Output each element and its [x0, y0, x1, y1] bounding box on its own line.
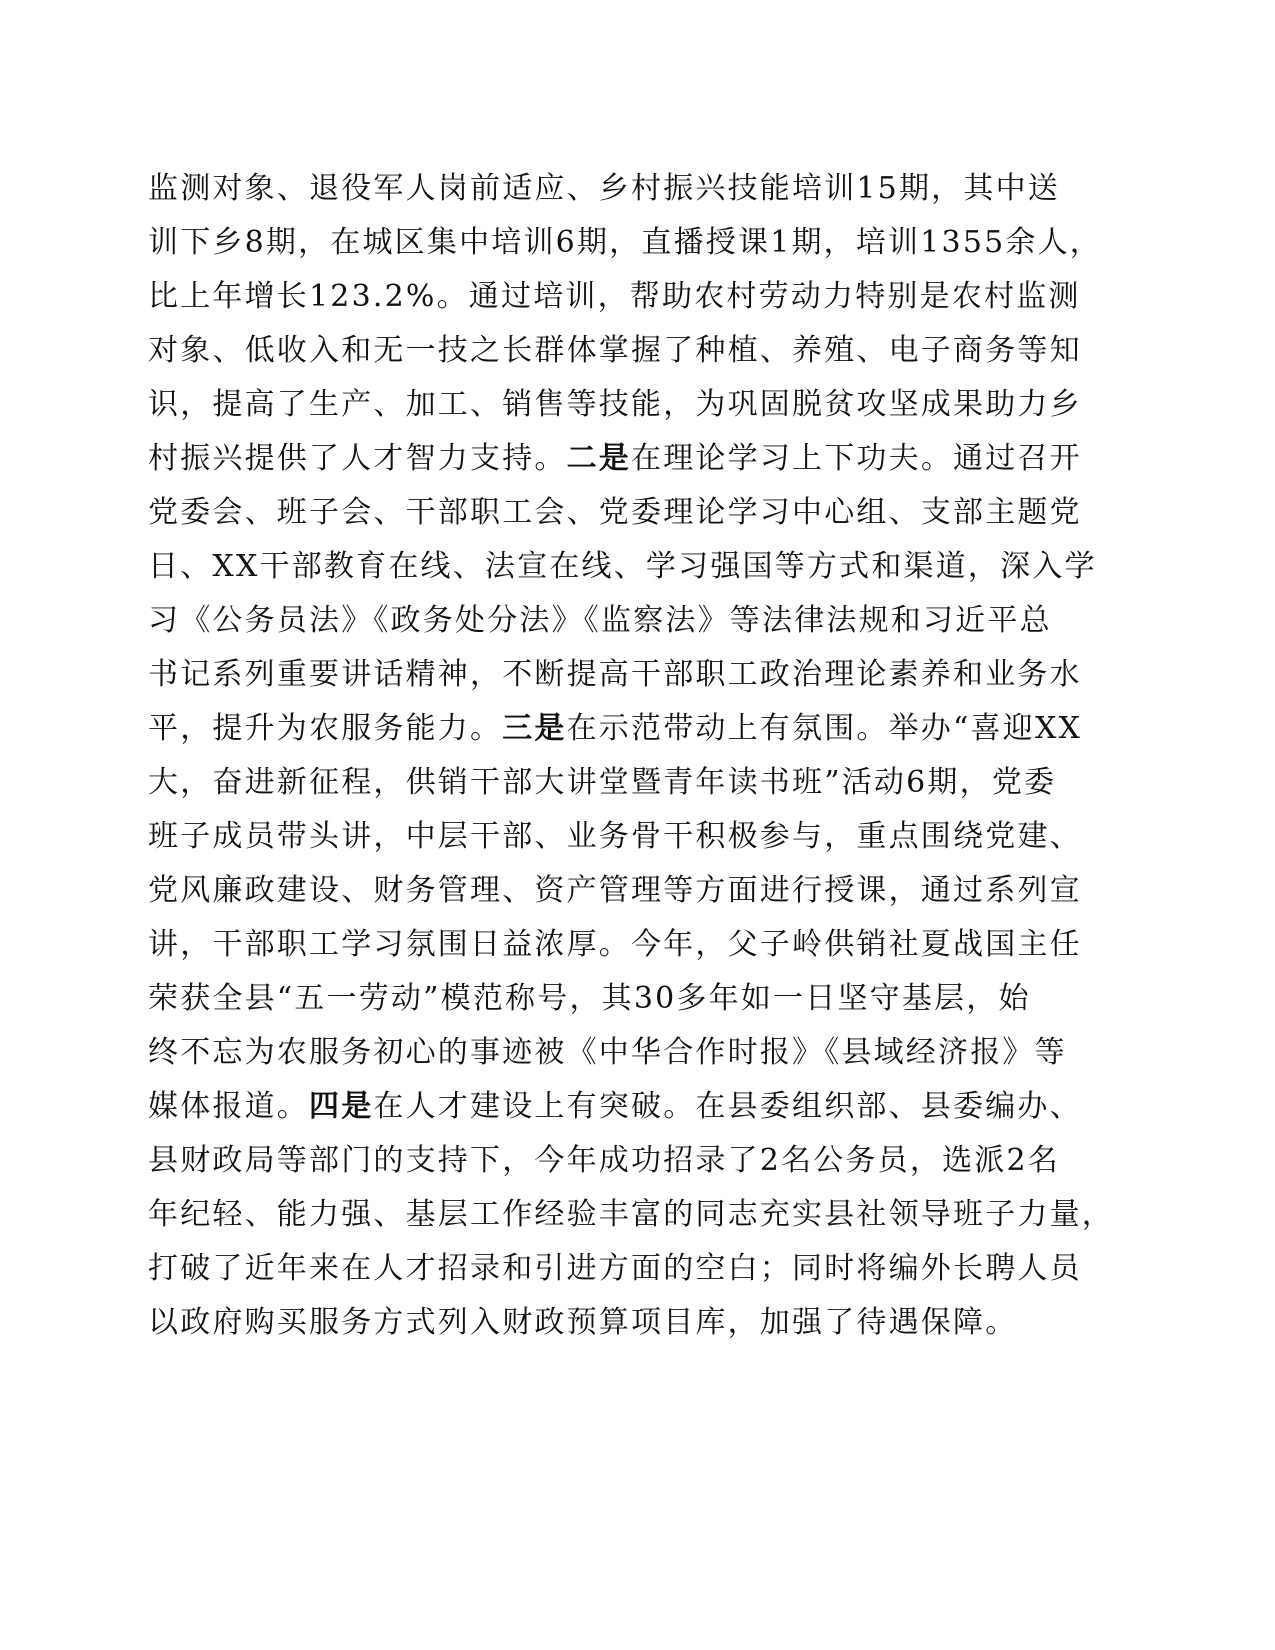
text-line	[148, 702, 1148, 756]
text-line	[148, 918, 1148, 972]
text-line	[148, 432, 1148, 486]
text-span: 村振兴提供了人才智力支持。	[148, 441, 567, 476]
text-span: 年纪轻、能力强、基层工作经验丰富的同志充实县社领导班子力量，	[148, 1197, 1114, 1232]
text-span: 班子成员带头讲，中层干部、业务骨干积极参与，重点围绕党建、	[148, 819, 1082, 854]
text-line	[148, 756, 1148, 810]
text-line	[148, 1188, 1148, 1242]
text-span: 在示范带动上有氛围。举办“喜迎XX	[566, 711, 1083, 746]
text-span: 在人才建设上有突破。在县委组织部、县委编办、	[373, 1089, 1082, 1124]
text-span: 日、XX干部教育在线、法宣在线、学习强国等方式和渠道，深入学	[148, 549, 1097, 584]
text-span: 终不忘为农服务初心的事迹被《中华合作时报》《县域经济报》等	[148, 1035, 1067, 1070]
text-span: 党风廉政建设、财务管理、资产管理等方面进行授课，通过系列宣	[148, 873, 1082, 908]
text-line	[148, 486, 1148, 540]
text-line	[148, 1026, 1148, 1080]
text-line	[148, 594, 1148, 648]
text-line	[148, 1242, 1148, 1296]
text-span: 训下乡8期，在城区集中培训6期，直播授课1期，培训1355余人，	[148, 225, 1103, 260]
text-line	[148, 540, 1148, 594]
text-line	[148, 378, 1148, 432]
bold-keyword: 二是	[566, 441, 632, 476]
text-span: 县财政局等部门的支持下，今年成功招录了2名公务员，选派2名	[148, 1143, 1060, 1178]
text-line	[148, 648, 1148, 702]
text-span: 对象、低收入和无一技之长群体掌握了种植、养殖、电子商务等知	[148, 333, 1082, 368]
text-span: 打破了近年来在人才招录和引进方面的空白；同时将编外长聘人员	[148, 1251, 1082, 1286]
text-line	[148, 972, 1148, 1026]
text-span: 媒体报道。	[148, 1089, 309, 1124]
text-span: 讲，干部职工学习氛围日益浓厚。今年，父子岭供销社夏战国主任	[148, 927, 1082, 962]
text-line	[148, 1134, 1148, 1188]
bold-keyword: 三是	[502, 711, 567, 746]
text-line	[148, 324, 1148, 378]
bold-keyword: 四是	[309, 1089, 374, 1124]
text-span: 以政府购买服务方式列入财政预算项目库，加强了待遇保障。	[148, 1305, 1018, 1340]
text-line	[148, 216, 1148, 270]
text-span: 监测对象、退役军人岗前适应、乡村振兴技能培训15期，其中送	[148, 171, 1060, 206]
text-line	[148, 864, 1148, 918]
text-line	[148, 810, 1148, 864]
text-span: 识，提高了生产、加工、销售等技能，为巩固脱贫攻坚成果助力乡	[148, 387, 1082, 422]
text-line	[148, 270, 1148, 324]
text-span: 荣获全县“五一劳动”模范称号，其30多年如一日坚守基层，始	[148, 981, 1031, 1016]
text-span: 习《公务员法》《政务处分法》《监察法》等法律法规和习近平总	[148, 603, 1052, 638]
text-span: 党委会、班子会、干部职工会、党委理论学习中心组、支部主题党	[148, 495, 1082, 530]
text-line	[148, 1080, 1148, 1134]
text-span: 平，提升为农服务能力。	[148, 711, 503, 746]
text-span: 在理论学习上下功夫。通过召开	[631, 441, 1082, 476]
body-text	[148, 162, 1148, 1350]
text-span: 书记系列重要讲话精神，不断提高干部职工政治理论素养和业务水	[148, 657, 1082, 692]
text-span: 大，奋进新征程，供销干部大讲堂暨青年读书班”活动6期，党委	[148, 765, 1057, 800]
text-line	[148, 162, 1148, 216]
text-line	[148, 1296, 1148, 1350]
text-span: 比上年增长123.2%。通过培训，帮助农村劳动力特别是农村监测	[148, 279, 1081, 314]
